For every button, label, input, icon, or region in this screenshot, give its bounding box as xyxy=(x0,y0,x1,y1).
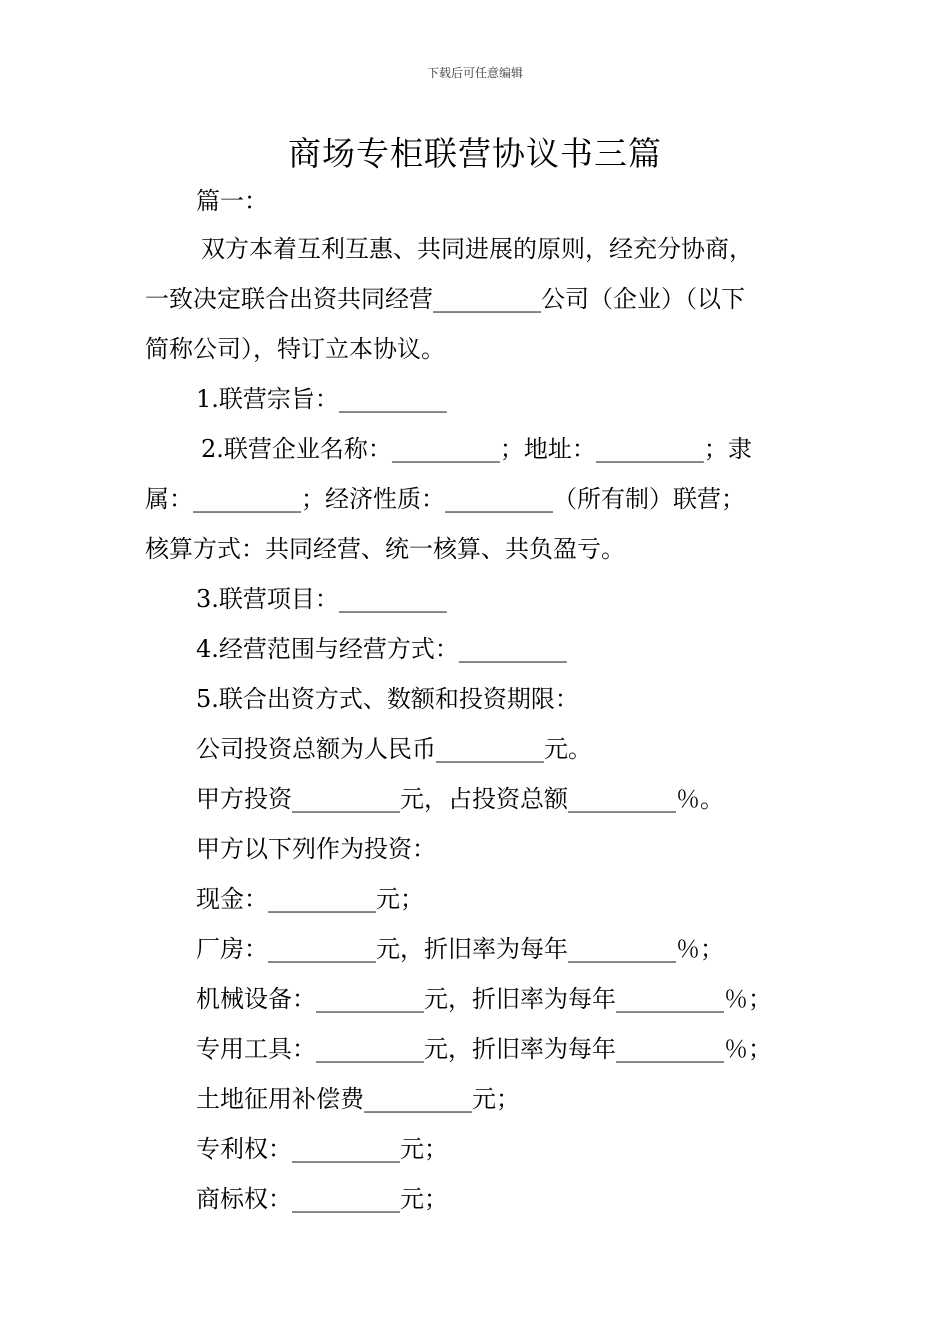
section-label: 篇一： xyxy=(196,187,268,215)
clause-1: 1.联营宗旨：_________ xyxy=(196,385,447,413)
investment-line: 厂房：_________元，折旧率为每年_________％； xyxy=(196,935,724,963)
investment-line: 公司投资总额为人民币_________元。 xyxy=(196,735,592,763)
clause-2-line-2: 属：_________；经济性质：_________（所有制）联营； xyxy=(145,485,745,513)
clause-2-line-3: 核算方式：共同经营、统一核算、共负盈亏。 xyxy=(145,535,625,563)
investment-line: 商标权：_________元； xyxy=(196,1185,448,1213)
clause-3: 3.联营项目：_________ xyxy=(196,585,447,613)
intro-line-3: 简称公司），特订立本协议。 xyxy=(145,335,445,363)
investment-line: 机械设备：_________元，折旧率为每年_________％； xyxy=(196,985,772,1013)
clause-2-line-1: 2.联营企业名称：_________；地址：_________；隶 xyxy=(201,435,752,463)
investment-line: 现金：_________元； xyxy=(196,885,424,913)
investment-line: 专利权：_________元； xyxy=(196,1135,448,1163)
clause-4: 4.经营范围与经营方式：_________ xyxy=(196,635,567,663)
investment-line: 土地征用补偿费_________元； xyxy=(196,1085,520,1113)
intro-line-2: 一致决定联合出资共同经营_________公司（企业）（以下 xyxy=(145,285,745,313)
page-header-note: 下载后可任意编辑 xyxy=(426,66,523,80)
investment-line: 甲方以下列作为投资： xyxy=(196,835,436,863)
clause-5: 5.联合出资方式、数额和投资期限： xyxy=(196,685,579,713)
document-title: 商场专柜联营协议书三篇 xyxy=(288,134,662,173)
investment-line: 甲方投资_________元，占投资总额_________％。 xyxy=(196,785,724,813)
intro-line-1: 双方本着互利互惠、共同进展的原则，经充分协商， xyxy=(201,235,753,263)
investment-line: 专用工具：_________元，折旧率为每年_________％； xyxy=(196,1035,772,1063)
